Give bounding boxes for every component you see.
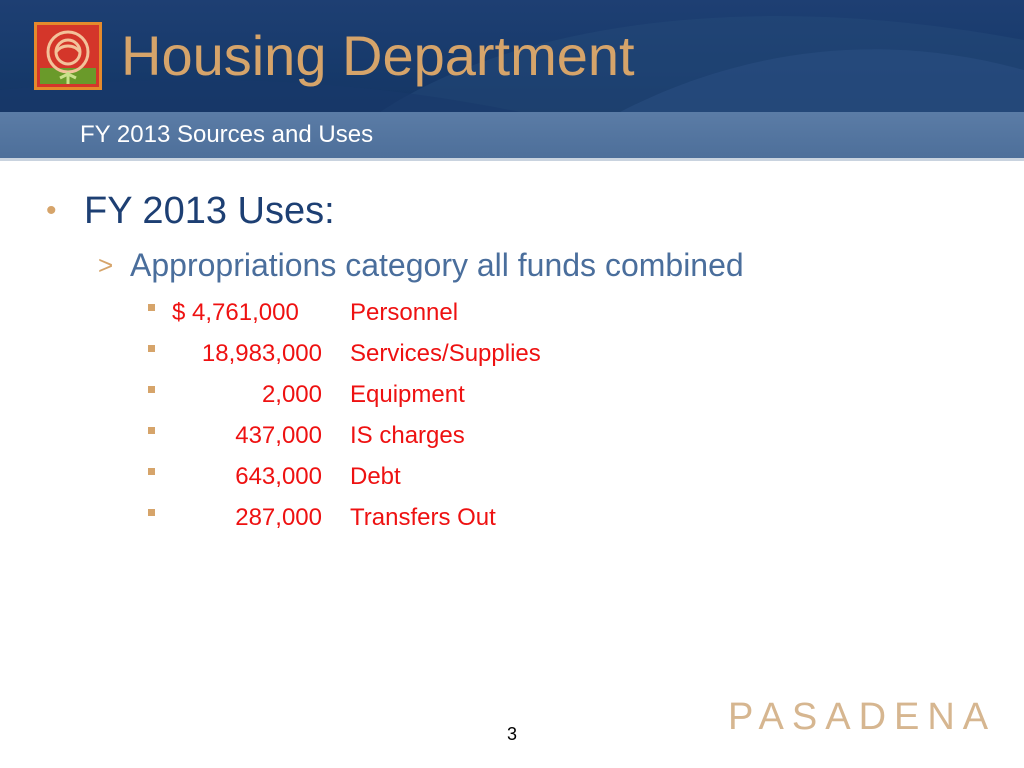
item-category: Transfers Out [350, 503, 496, 531]
page-number: 3 [506, 724, 517, 744]
item-amount: 437,000 [235, 421, 322, 449]
chevron-right-icon: > [98, 249, 114, 280]
bullet-level-2 [98, 245, 744, 285]
square-bullet-icon [148, 427, 155, 434]
item-amount: 287,000 [235, 503, 322, 531]
appropriations-list [148, 292, 541, 538]
pasadena-logo: PASADENA [728, 696, 997, 738]
list-item [148, 333, 541, 374]
item-category: Debt [350, 462, 401, 490]
item-category: Equipment [350, 380, 465, 408]
bullet-dot-icon: • [46, 194, 57, 227]
title-banner [0, 0, 1024, 112]
list-item [148, 456, 541, 497]
square-bullet-icon [148, 468, 155, 475]
square-bullet-icon [148, 386, 155, 393]
square-bullet-icon [148, 345, 155, 352]
item-amount: 643,000 [235, 462, 322, 490]
uses-heading: FY 2013 Uses: [84, 189, 335, 232]
rose-icon [34, 22, 102, 90]
square-bullet-icon [148, 509, 155, 516]
list-item [148, 374, 541, 415]
item-amount: 18,983,000 [201, 339, 322, 367]
bullet-level-1 [46, 186, 335, 236]
item-amount: 2,000 [261, 380, 322, 408]
list-item [148, 497, 541, 538]
page-title: Housing Department [121, 24, 635, 87]
item-category: Personnel [350, 298, 459, 326]
square-bullet-icon [148, 304, 155, 311]
appropriations-subheading: Appropriations category all funds combined [130, 246, 744, 283]
item-category: IS charges [350, 421, 465, 449]
item-amount: $ 4,761,000 [172, 298, 299, 326]
item-category: Services/Supplies [350, 339, 541, 367]
page-subtitle: FY 2013 Sources and Uses [80, 121, 374, 148]
list-item [148, 292, 541, 333]
subtitle-bar [0, 112, 1024, 161]
list-item [148, 415, 541, 456]
